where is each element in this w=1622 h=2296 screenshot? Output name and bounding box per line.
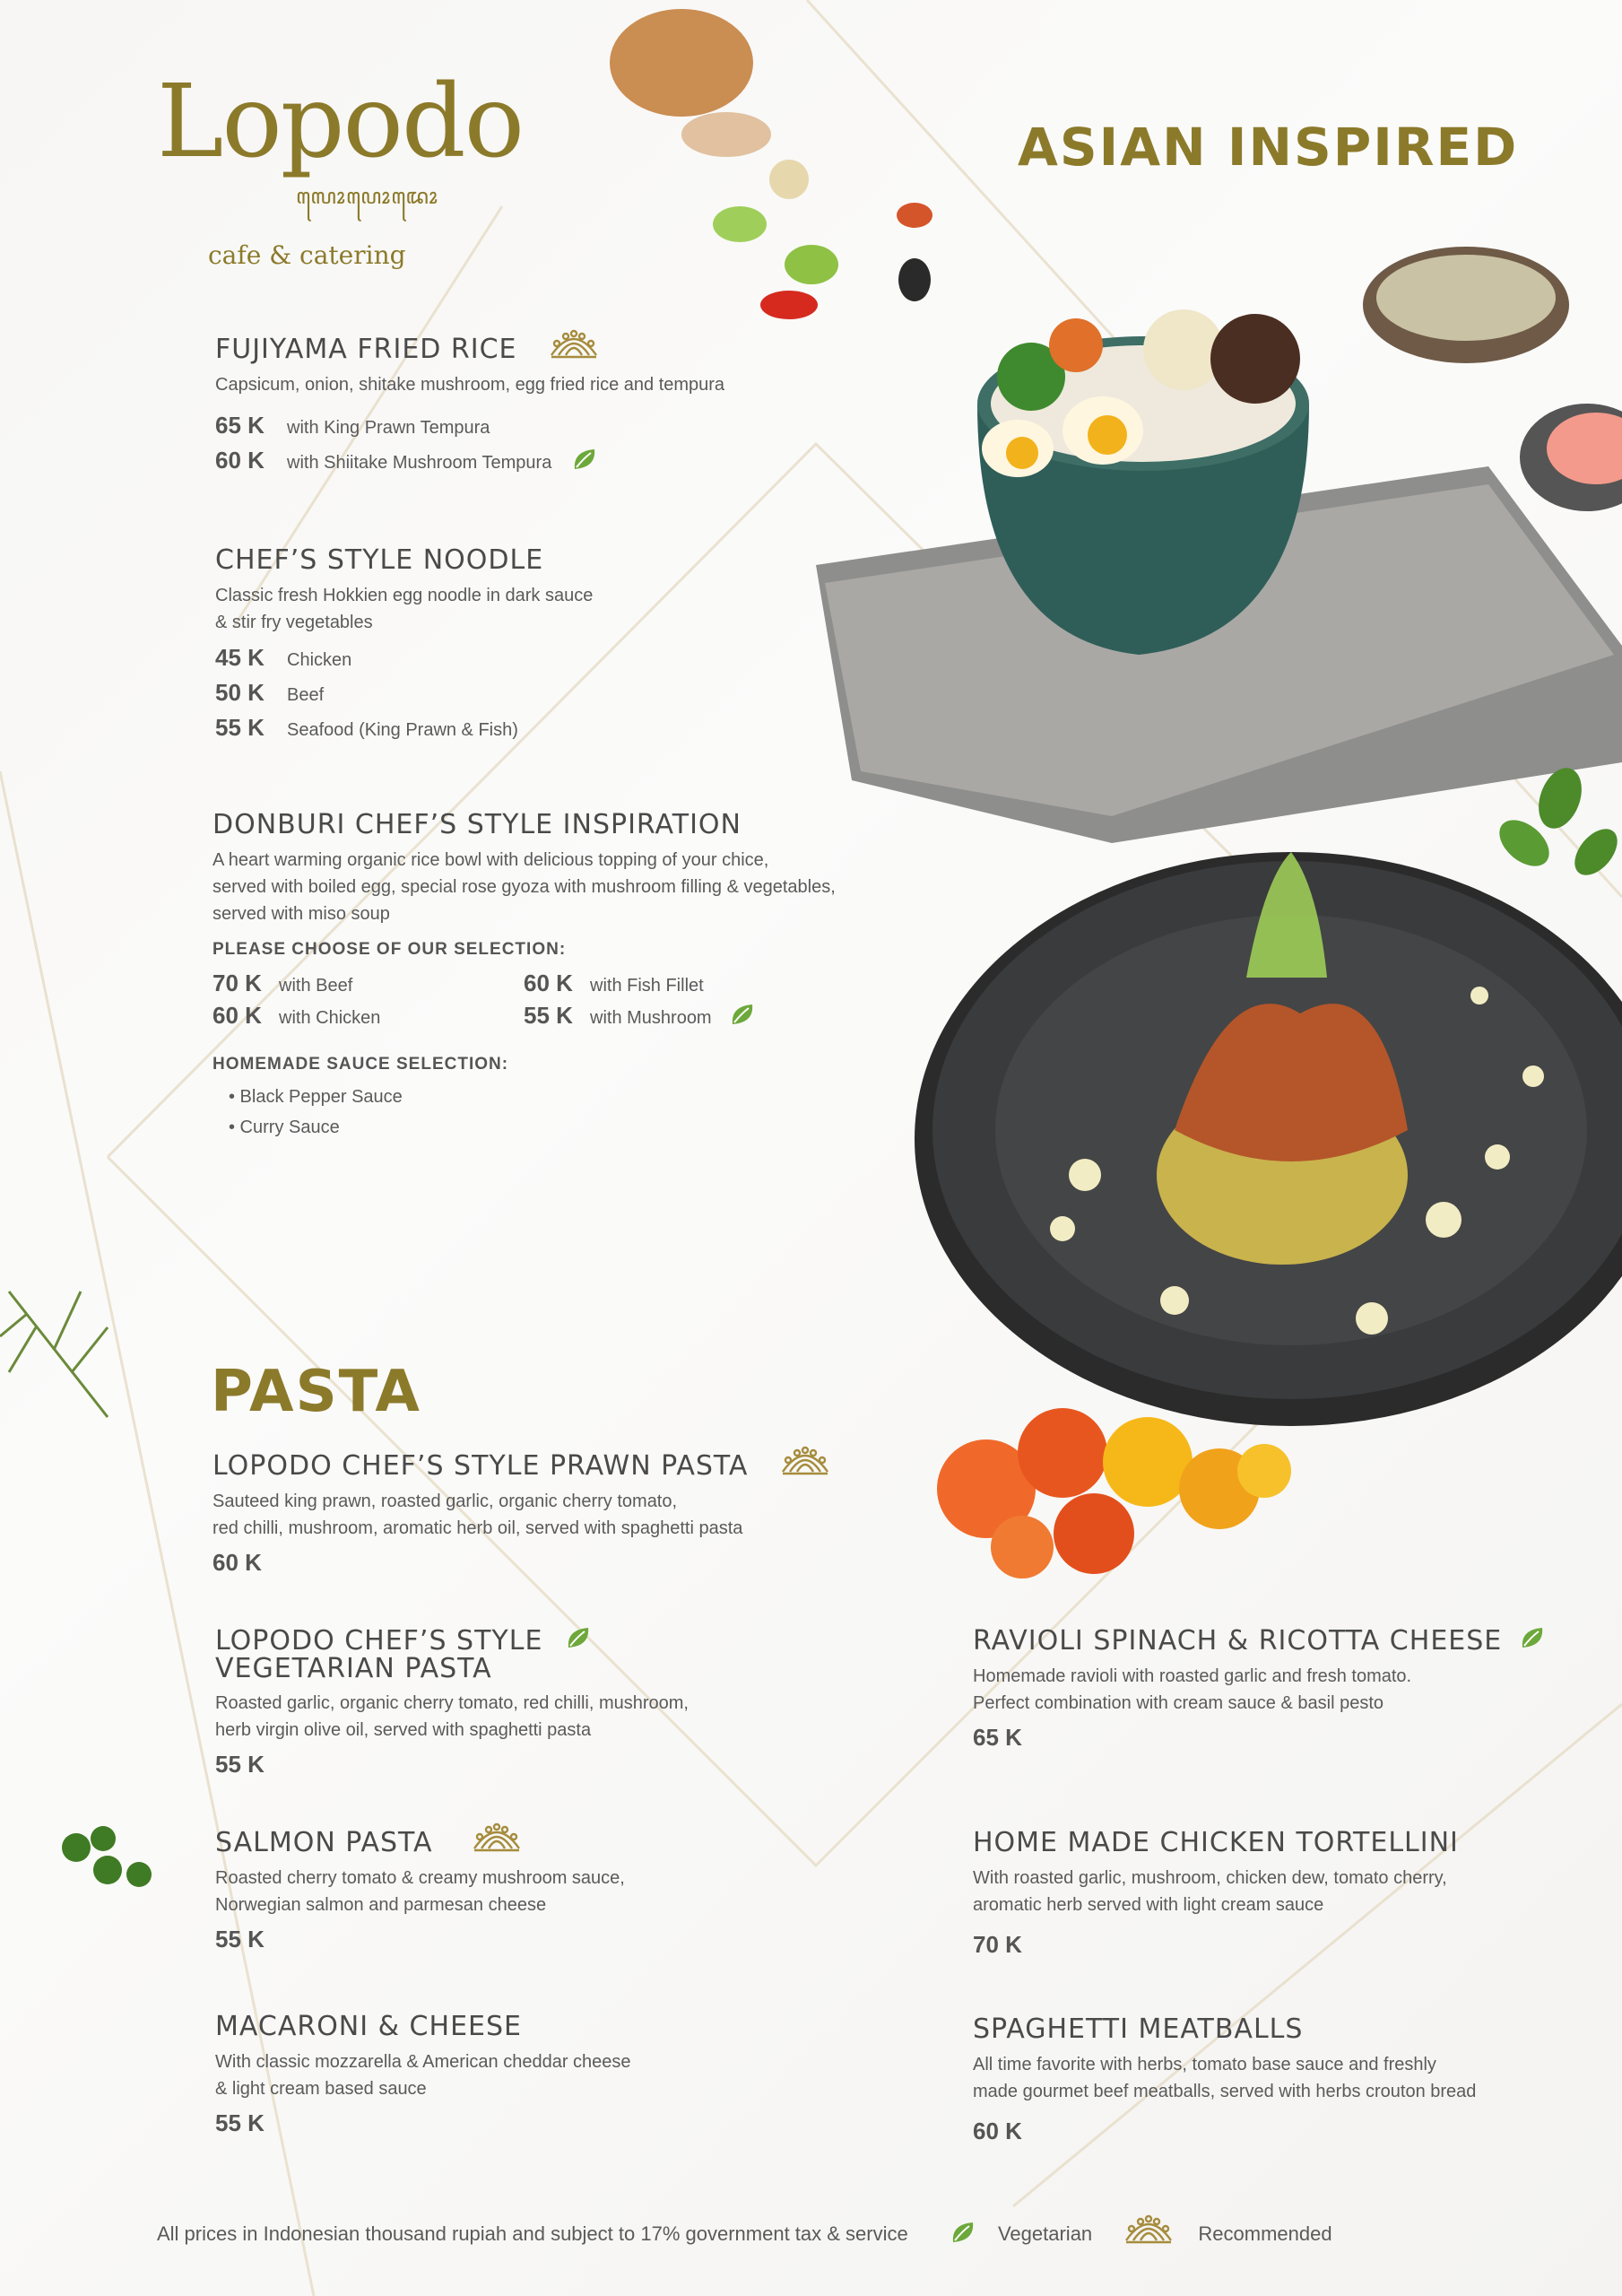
item-description: aromatic herb served with light cream sauce <box>973 1894 1324 1915</box>
menu-item-macaroni <box>215 2013 897 2137</box>
price-label: Chicken <box>287 649 352 670</box>
price: 45 K <box>215 643 265 671</box>
item-name-text: SALMON PASTA <box>215 1827 433 1858</box>
item-name <box>973 1625 1622 1657</box>
peacock-icon <box>546 328 602 362</box>
price-row <box>215 444 1022 479</box>
section-title-asian: ASIAN INSPIRED <box>1018 117 1519 178</box>
price-label: with Chicken <box>279 1007 381 1028</box>
price: 55 K <box>215 1925 265 1952</box>
price: 50 K <box>215 678 265 706</box>
leaf-icon <box>950 2219 976 2246</box>
price: 55 K <box>215 713 265 741</box>
price: 60 K <box>213 1001 262 1029</box>
item-name <box>215 336 1022 364</box>
parsley-decoration <box>54 1821 161 1901</box>
leaf-icon <box>565 1624 592 1651</box>
price-label: Seafood (King Prawn & Fish) <box>287 719 518 740</box>
price-label: with King Prawn Tempura <box>287 417 490 438</box>
item-description: & stir fry vegetables <box>215 612 373 632</box>
price-row <box>213 967 352 1002</box>
price: 55 K <box>215 1751 265 1779</box>
price-label: with Beef <box>279 975 353 996</box>
item-description: Roasted garlic, organic cherry tomato, red chilli, mushroom, <box>215 1693 689 1714</box>
price: 60 K <box>524 969 573 996</box>
item-description: Roasted cherry tomato & creamy mushroom sauce, <box>215 1867 625 1888</box>
price: 60 K <box>213 1548 262 1576</box>
item-name-text: LOPODO CHEF’S STYLE <box>215 1625 543 1657</box>
price: 70 K <box>973 1930 1022 1958</box>
price: 55 K <box>215 2109 265 2136</box>
item-description: made gourmet beef meatballs, served with herbs crouton bread <box>973 2081 1477 2101</box>
price-label: with Mushroom <box>590 1007 712 1028</box>
price-row <box>213 999 380 1034</box>
item-name: HOME MADE CHICKEN TORTELLINI <box>973 1827 1459 1858</box>
item-description: All time favorite with herbs, tomato base sauce and freshly <box>973 2054 1436 2074</box>
item-description: Capsicum, onion, shitake mushroom, egg fried rice and tempura <box>215 374 725 395</box>
price-row <box>524 999 756 1034</box>
item-description: herb virgin olive oil, served with spaghetti pasta <box>215 1720 592 1741</box>
menu-item-donburi <box>213 809 1019 1143</box>
menu-item-ravioli <box>973 1625 1622 1752</box>
price-row <box>215 409 1022 444</box>
peacock-icon <box>777 1445 833 1479</box>
item-name: CHEF’S STYLE NOODLE <box>215 544 544 576</box>
item-description: Sauteed king prawn, roasted garlic, organic cherry tomato, <box>213 1491 678 1511</box>
item-name-text: FUJIYAMA FRIED RICE <box>215 334 517 365</box>
item-name-text: LOPODO CHEF’S STYLE PRAWN PASTA <box>213 1450 749 1482</box>
price-row <box>524 967 704 1002</box>
footer <box>157 2222 1609 2248</box>
brand-tagline: cafe & catering <box>208 240 406 270</box>
price-label: with Shiitake Mushroom Tempura <box>287 452 552 473</box>
item-description: Homemade ravioli with roasted garlic and fresh tomato. <box>973 1665 1412 1686</box>
item-name: SPAGHETTI MEATBALLS <box>973 2013 1304 2045</box>
item-description: A heart warming organic rice bowl with delicious topping of your chice, <box>213 849 769 870</box>
sauce-item: • Curry Sauce <box>229 1117 340 1137</box>
item-name <box>213 1450 1019 1482</box>
menu-item-salmon-pasta <box>215 1827 897 1953</box>
item-name: MACARONI & CHEESE <box>215 2011 522 2042</box>
dill-decoration <box>0 1265 117 1426</box>
item-description: Norwegian salmon and parmesan cheese <box>215 1894 547 1915</box>
menu-item-meatballs <box>973 2013 1622 2145</box>
item-description: Classic fresh Hokkien egg noodle in dark sauce <box>215 585 594 605</box>
menu-item-tortellini <box>973 1827 1622 1959</box>
price: 65 K <box>973 1723 1022 1751</box>
item-description: served with boiled egg, special rose gyoza with mushroom filling & vegetables, <box>213 876 836 897</box>
footer-note: All prices in Indonesian thousand rupiah and subject to 17% government tax & service <box>157 2222 908 2245</box>
price-label: with Fish Fillet <box>590 975 704 996</box>
price-row <box>215 641 1022 676</box>
footer-vegetarian: Vegetarian <box>997 2222 1093 2245</box>
item-name: VEGETARIAN PASTA <box>215 1652 492 1684</box>
sauce-item: • Black Pepper Sauce <box>229 1086 403 1107</box>
leaf-icon <box>571 446 598 473</box>
price-label: Beef <box>287 684 325 705</box>
item-name: DONBURI CHEF’S STYLE INSPIRATION <box>213 809 742 840</box>
price: 60 K <box>215 446 265 474</box>
item-description: With roasted garlic, mushroom, chicken dew, tomato cherry, <box>973 1867 1447 1888</box>
price-row <box>215 711 1022 746</box>
peacock-icon <box>469 1822 525 1856</box>
basil-leaves-decoration <box>1497 762 1622 888</box>
brand-script: ꦭꦺꦴꦥꦺꦴꦢꦺꦴ <box>296 184 438 209</box>
menu-item-vegetarian-pasta <box>215 1625 897 1779</box>
footer-recommended: Recommended <box>1198 2222 1332 2245</box>
brand-logo: Lopodo <box>157 64 524 180</box>
sauce-label: HOMEMADE SAUCE SELECTION: <box>213 1054 509 1074</box>
price: 55 K <box>524 1001 573 1029</box>
leaf-icon <box>1519 1624 1546 1651</box>
item-description: & light cream based sauce <box>215 2078 427 2099</box>
price: 70 K <box>213 969 262 996</box>
selection-label: PLEASE CHOOSE OF OUR SELECTION: <box>213 939 567 959</box>
item-name <box>215 1625 897 1657</box>
section-title-pasta: PASTA <box>211 1359 421 1425</box>
item-description: red chilli, mushroom, aromatic herb oil, served with spaghetti pasta <box>213 1518 743 1538</box>
peacock-icon <box>1121 2213 1176 2248</box>
item-description: Perfect combination with cream sauce & basil pesto <box>973 1692 1383 1713</box>
item-name-text: RAVIOLI SPINACH & RICOTTA CHEESE <box>973 1625 1503 1657</box>
item-description: With classic mozzarella & American cheddar cheese <box>215 2051 631 2072</box>
price: 60 K <box>973 2117 1022 2144</box>
menu-item-noodle <box>215 544 1022 746</box>
item-description: served with miso soup <box>213 903 390 924</box>
menu-item-fujiyama <box>215 336 1022 479</box>
price: 65 K <box>215 411 265 439</box>
item-name <box>215 1827 897 1858</box>
menu-item-prawn-pasta <box>213 1450 1019 1577</box>
price-row <box>215 676 1022 711</box>
leaf-icon <box>729 1001 756 1028</box>
